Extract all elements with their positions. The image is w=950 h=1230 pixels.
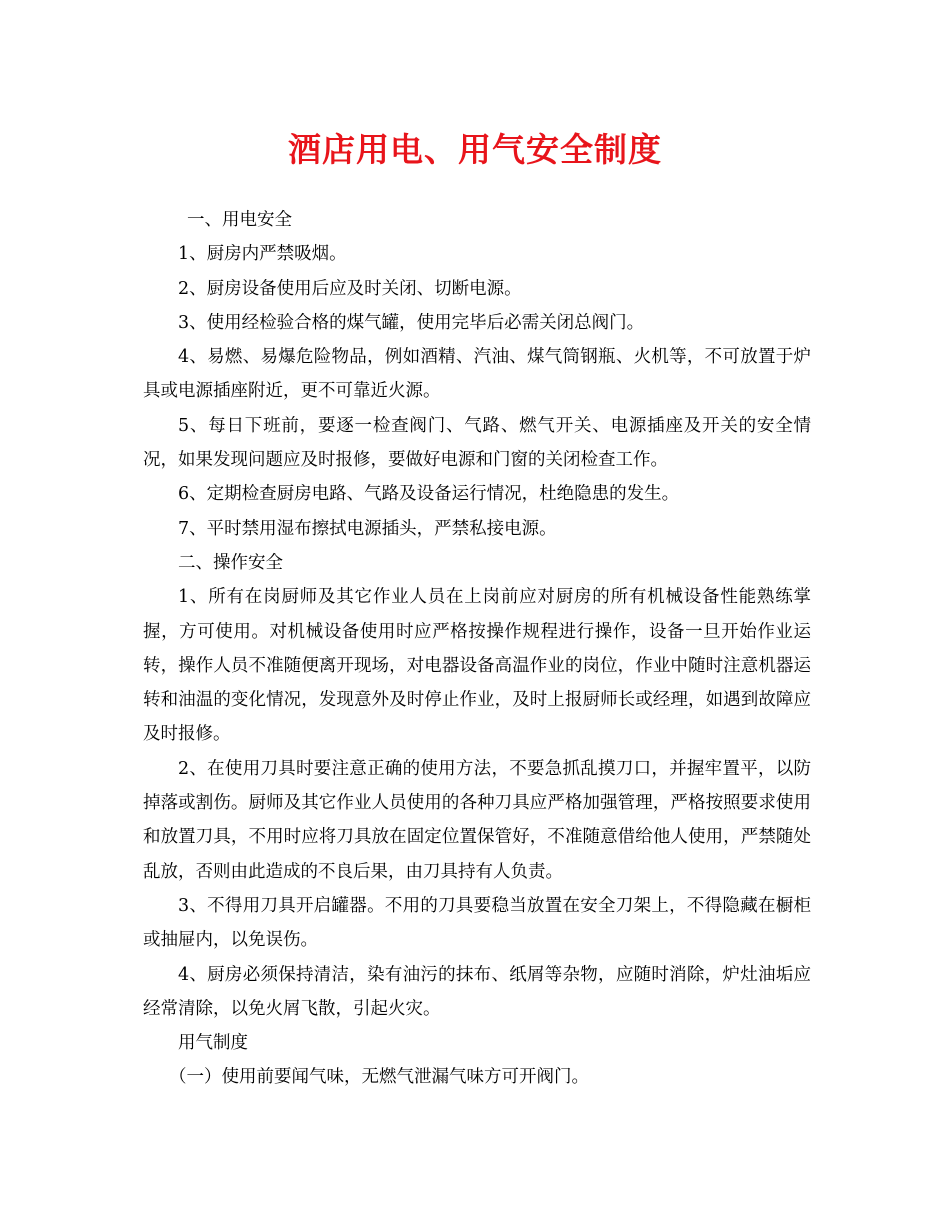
paragraph: （一）使用前要闻气味，无燃气泄漏气味方可开阀门。 xyxy=(169,1067,589,1088)
paragraph: 1、所有在岗厨师及其它作业人员在上岗前应对厨房的所有机械设备性能熟练掌握，方可使用。对机械设备使用时应严格按操作规程进行操作，设备一旦开始作业运转，操作人员不准随便离开现场，对电器设备高温作业的岗位，作业中随时注意机器运转和油温的变化情况，发现意外及时停止作业，及时上报厨师长或经理，如遇到故障应及时报修。 xyxy=(143,587,811,745)
document-title: 酒店用电、用气安全制度 xyxy=(288,130,662,169)
section-heading-gas: 用气制度 xyxy=(178,1033,248,1054)
paragraph: 7、平时禁用湿布擦拭电源插头，严禁私接电源。 xyxy=(178,518,557,539)
paragraph: 1、厨房内严禁吸烟。 xyxy=(178,244,347,265)
paragraph: 2、厨房设备使用后应及时关闭、切断电源。 xyxy=(178,278,522,299)
paragraph: 6、定期检查厨房电路、气路及设备运行情况，杜绝隐患的发生。 xyxy=(178,484,680,505)
paragraph: 3、不得用刀具开启罐器。不用的刀具要稳当放置在安全刀架上，不得隐藏在橱柜或抽屉内，以免误伤。 xyxy=(143,895,811,951)
paragraph: 2、在使用刀具时要注意正确的使用方法，不要急抓乱摸刀口，并握牢置平，以防掉落或割伤。厨师及其它作业人员使用的各种刀具应严格加强管理，严格按照要求使用和放置刀具，不用时应将刀具放在固定位置保管好，不准随意借给他人使用，严禁随处乱放，否则由此造成的不良后果，由刀具持有人负责。 xyxy=(143,758,811,882)
paragraph: 3、使用经检验合格的煤气罐，使用完毕后必需关闭总阀门。 xyxy=(178,312,645,333)
section-heading-operation: 二、操作安全 xyxy=(178,552,283,573)
paragraph: 4、易燃、易爆危险物品，例如酒精、汽油、煤气筒钢瓶、火机等，不可放置于炉具或电源插座附近，更不可靠近火源。 xyxy=(143,347,811,402)
section-heading-electricity: 一、用电安全 xyxy=(187,210,292,230)
paragraph: 5、每日下班前，要逐一检查阀门、气路、燃气开关、电源插座及开关的安全情况，如果发现问题应及时报修，要做好电源和门窗的关闭检查工作。 xyxy=(143,415,811,471)
paragraph: 4、厨房必须保持清洁，染有油污的抹布、纸屑等杂物，应随时消除，炉灶油垢应经常清除，以免火屑飞散，引起火灾。 xyxy=(143,964,811,1019)
document-body xyxy=(143,203,811,1095)
